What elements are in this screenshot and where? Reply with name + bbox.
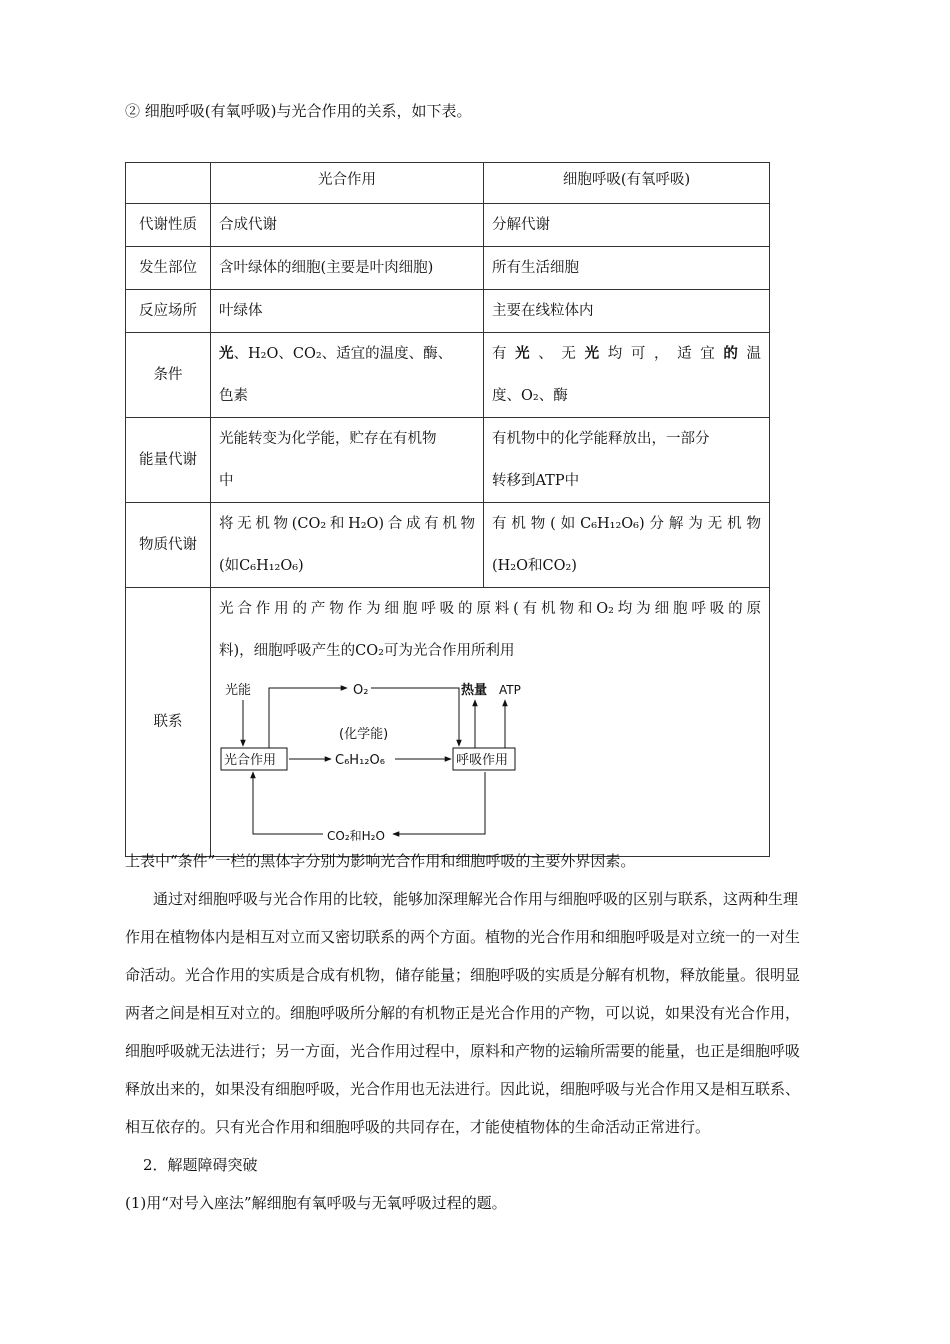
row-label: 条件 bbox=[126, 333, 211, 418]
label-light-energy: 光能 bbox=[225, 683, 252, 698]
label-chemical-energy: (化学能) bbox=[339, 727, 389, 742]
paragraph-line: 细胞呼吸就无法进行；另一方面，光合作用过程中，原料和产物的运输所需要的能量，也正是细胞呼吸 bbox=[125, 1042, 801, 1060]
arrow-to-o2 bbox=[269, 688, 347, 748]
table-row bbox=[126, 333, 770, 418]
subsection-heading: (1)用“对号入座法”解细胞有氧呼吸与无氧呼吸过程的题。 bbox=[125, 1194, 507, 1212]
row-label: 能量代谢 bbox=[126, 418, 211, 503]
row-label: 代谢性质 bbox=[126, 204, 211, 247]
label-atp: ATP bbox=[499, 683, 521, 697]
arrow-co2-to-photo bbox=[253, 772, 323, 834]
resp-conditions-line2: 度、O₂、酶 bbox=[492, 388, 568, 404]
paragraph-line: 通过对细胞呼吸与光合作用的比较，能够加深理解光合作用与细胞呼吸的区别与联系，这两种生理 bbox=[153, 890, 799, 908]
table-row bbox=[126, 247, 770, 290]
intro-line: ② 细胞呼吸(有氧呼吸)与光合作用的关系，如下表。 bbox=[125, 102, 472, 120]
cell-relation: 光合作用的产物作为细胞呼吸的原料(有机物和O₂均为细胞呼吸的原 料)，细胞呼吸产生的CO₂可为光合作用所利用 光能 O₂ 热量 ATP (化学能) C₆H₁₂O₆ CO₂和H₂O 光合作用 呼吸作用 bbox=[211, 588, 770, 857]
resp-conditions-line1: 有光、无光均可，适宜的温 bbox=[492, 345, 762, 362]
table-row bbox=[126, 503, 770, 588]
row-label: 物质代谢 bbox=[126, 503, 211, 588]
paragraph-line: 相互依存的。只有光合作用和细胞呼吸的共同存在，才能使植物体的生命活动正常进行。 bbox=[125, 1118, 711, 1136]
table-row bbox=[126, 588, 770, 857]
conditions-text: 、H₂O、CO₂、适宜的温度、酶、 bbox=[233, 346, 453, 362]
label-respiration: 呼吸作用 bbox=[456, 753, 509, 768]
header-respiration: 细胞呼吸(有氧呼吸) bbox=[484, 163, 770, 204]
table-header-row bbox=[126, 163, 770, 204]
header-photosynthesis: 光合作用 bbox=[211, 163, 484, 204]
cell-resp: 所有生活细胞 bbox=[484, 247, 770, 290]
cell-photo: 合成代谢 bbox=[211, 204, 484, 247]
cell-resp: 有机物(如C₆H₁₂O₆)分解为无机物 (H₂O和CO₂) bbox=[484, 503, 770, 588]
paragraph-note: 上表中“条件”一栏的黑体字分别为影响光合作用和细胞呼吸的主要外界因素。 bbox=[125, 852, 636, 870]
table-row bbox=[126, 418, 770, 503]
paragraph-line: 释放出来的，如果没有细胞呼吸，光合作用也无法进行。因此说，细胞呼吸与光合作用又是相互联系、 bbox=[125, 1080, 801, 1098]
cell-photo bbox=[211, 333, 484, 418]
relation-diagram bbox=[219, 676, 539, 846]
cell-resp: 主要在线粒体内 bbox=[484, 290, 770, 333]
cell-resp: 分解代谢 bbox=[484, 204, 770, 247]
header-corner bbox=[126, 163, 211, 204]
conditions-text-2: 色素 bbox=[219, 388, 248, 404]
bold-light: 光 bbox=[219, 345, 234, 362]
label-co2-h2o: CO₂和H₂O bbox=[327, 829, 385, 843]
row-label: 反应场所 bbox=[126, 290, 211, 333]
table-row bbox=[126, 290, 770, 333]
row-label: 联系 bbox=[126, 588, 211, 857]
arrow-to-co2 bbox=[393, 772, 485, 834]
label-photosynthesis: 光合作用 bbox=[224, 753, 277, 768]
paragraph-line: 命活动。光合作用的实质是合成有机物，储存能量；细胞呼吸的实质是分解有机物，释放能量。很明显 bbox=[125, 966, 801, 984]
cell-resp: 有机物中的化学能释放出，一部分 转移到ATP中 bbox=[484, 418, 770, 503]
cell-photo: 叶绿体 bbox=[211, 290, 484, 333]
label-o2: O₂ bbox=[353, 683, 369, 698]
section-heading: 2．解题障碍突破 bbox=[143, 1156, 258, 1174]
table-row bbox=[126, 204, 770, 247]
label-glucose: C₆H₁₂O₆ bbox=[335, 753, 385, 768]
cell-resp bbox=[484, 333, 770, 418]
cell-photo: 将无机物(CO₂和H₂O)合成有机物 (如C₆H₁₂O₆) bbox=[211, 503, 484, 588]
cell-photo: 光能转变为化学能，贮存在有机物 中 bbox=[211, 418, 484, 503]
comparison-table bbox=[125, 162, 770, 857]
label-heat: 热量 bbox=[461, 683, 488, 698]
cell-photo: 含叶绿体的细胞(主要是叶肉细胞) bbox=[211, 247, 484, 290]
paragraph-line: 两者之间是相互对立的。细胞呼吸所分解的有机物正是光合作用的产物，可以说，如果没有光合作用， bbox=[125, 1004, 801, 1022]
row-label: 发生部位 bbox=[126, 247, 211, 290]
paragraph-line: 作用在植物体内是相互对立而又密切联系的两个方面。植物的光合作用和细胞呼吸是对立统一的一对生 bbox=[125, 928, 801, 946]
diagram-svg bbox=[219, 676, 539, 846]
